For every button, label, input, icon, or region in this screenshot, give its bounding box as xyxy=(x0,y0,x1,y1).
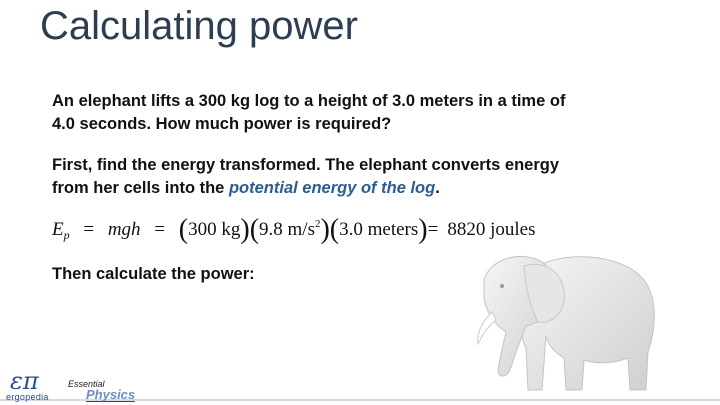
equation-result: 8820 joules xyxy=(447,219,536,240)
step1-text: First, find the energy transformed. The elephant converts energy from her cells into the xyxy=(52,156,560,197)
equation-equals-2: = xyxy=(154,219,166,240)
equation-term-gravity: 9.8 m/s xyxy=(259,219,315,240)
equation-lhs-subscript: p xyxy=(63,228,70,242)
equation-paren-close-3: ) xyxy=(418,214,428,245)
ergopedia-logo-word: ergopedia xyxy=(6,392,49,402)
step1-accent-text: potential energy of the log xyxy=(228,179,436,197)
step1-paragraph xyxy=(52,154,572,200)
equation-paren-open-3: ( xyxy=(329,214,340,245)
equation-paren-close-2: ) xyxy=(320,214,330,245)
equation-term-mass: 300 kg xyxy=(188,219,241,240)
equation-term-height: 3.0 meters xyxy=(339,219,419,240)
equation-term-gravity-exponent: 2 xyxy=(314,218,321,230)
elephant-image xyxy=(462,240,662,400)
equation-equals-1: = xyxy=(83,219,95,240)
ergopedia-logo xyxy=(6,368,66,404)
step2-text: Then calculate the power: xyxy=(52,265,255,283)
equation-lhs-symbol: E xyxy=(52,219,64,240)
equation-equals-3: = xyxy=(427,219,439,240)
equation-paren-close-1: ) xyxy=(240,214,250,245)
essential-physics-logo-small: Essential xyxy=(68,379,105,389)
problem-text: An elephant lifts a 300 kg log to a height of 3.0 meters in a time of 4.0 seconds. How much power is required? xyxy=(52,92,566,133)
ergopedia-logo-symbol: επ xyxy=(10,367,39,395)
slide-title: Calculating power xyxy=(40,4,358,48)
equation-paren-open-2: ( xyxy=(249,214,260,245)
equation-formula: mgh xyxy=(107,219,141,240)
equation-paren-open-1: ( xyxy=(178,214,189,245)
essential-physics-logo-big: Physics xyxy=(86,387,136,402)
step1-end: . xyxy=(435,179,440,197)
